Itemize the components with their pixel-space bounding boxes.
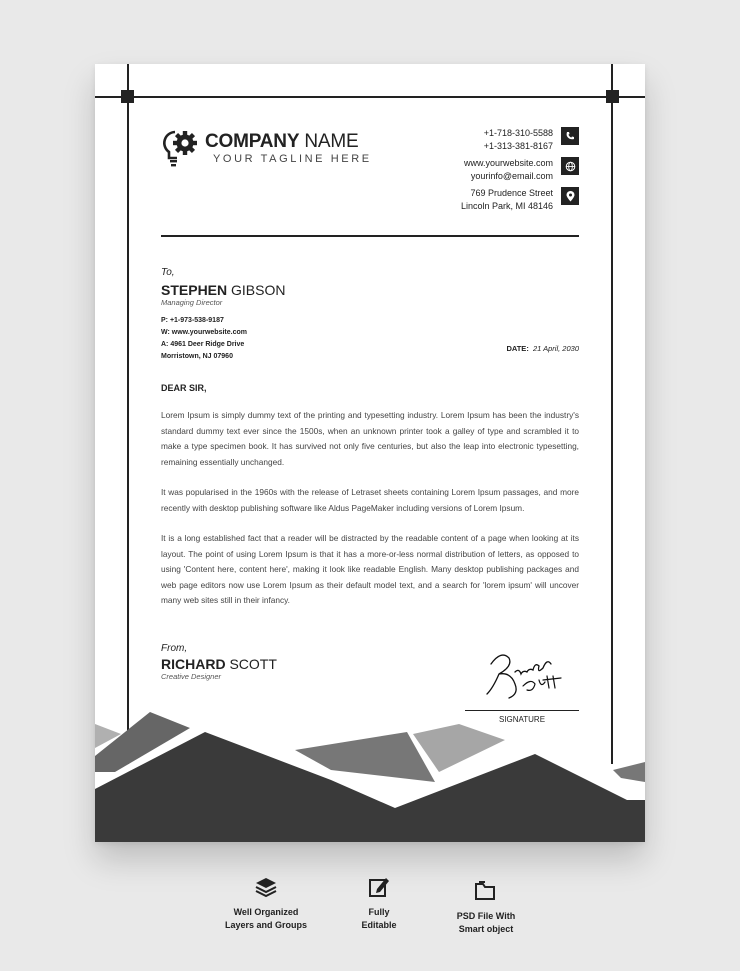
edit-icon	[367, 876, 391, 898]
feature-psd-line2: Smart object	[458, 924, 514, 934]
company-name: COMPANY NAME	[205, 131, 359, 152]
map-pin-icon	[561, 187, 579, 205]
frame-right-line	[611, 64, 613, 764]
frame-top-line	[95, 96, 645, 98]
header-divider	[161, 235, 579, 237]
globe-icon	[561, 157, 579, 175]
feature-editable	[344, 876, 414, 932]
recipient-details: P: +1-973-538-9187 W: www.yourwebsite.com A: 4961 Deer Ridge Drive Morristown, NJ 07960	[161, 317, 247, 360]
recipient-phone: +1-973-538-9187	[169, 317, 224, 324]
body-paragraph: It is a long established fact that a reader will be distracted by the readable content of a page when looking at its layout. The point of using Lorem Ipsum is that it has a more-or-less normal distribution of letters, as opposed to using 'Content here, content here', making it look like readable English. Many desktop publishing packages and web page editors now use Lorem Ipsum as their default model text, and a search for 'lorem ipsum' will uncover many web sites still in their infancy.	[161, 533, 579, 605]
lightbulb-gear-icon	[161, 128, 201, 168]
frame-corner-left	[121, 90, 134, 103]
frame-corner-right	[606, 90, 619, 103]
signature-line	[465, 710, 579, 711]
company-logo	[161, 128, 372, 168]
feature-layers-line1: Well Organized	[233, 907, 299, 917]
recipient-role: Managing Director	[161, 298, 223, 307]
frame-left-line	[127, 64, 129, 764]
handwritten-signature	[479, 648, 579, 703]
contact-phone-1: +1-718-310-5588	[483, 128, 553, 138]
contact-website: www.yourwebsite.com	[463, 158, 553, 168]
company-tagline: YOUR TAGLINE HERE	[213, 153, 372, 165]
to-label: To,	[161, 267, 175, 278]
recipient-address-1: 4961 Deer Ridge Drive	[170, 341, 245, 348]
signature-label: SIGNATURE	[498, 715, 546, 724]
sender-block	[161, 643, 277, 681]
feature-psd	[436, 880, 536, 936]
sender-role: Creative Designer	[161, 672, 222, 681]
from-label: From,	[161, 643, 188, 654]
body-paragraph: Lorem Ipsum is simply dummy text of the printing and typesetting industry. Lorem Ipsum has been the industry's standard dummy text ever since the 1500s, when an unknown printer took a galley of type and scrambled it to make a type specimen book. It has survived not only five centuries, but also the leap into electronic typesetting, remaining essentially unchanged.	[161, 410, 579, 467]
letter-date: DATE: 21 April, 2030	[506, 344, 579, 353]
feature-psd-line1: PSD File With	[456, 911, 516, 921]
layers-icon	[254, 876, 278, 898]
letter-body	[161, 408, 579, 624]
phone-icon	[561, 127, 579, 145]
contact-block	[379, 127, 579, 217]
recipient-block	[161, 267, 285, 363]
footer-mountains-graphic	[95, 712, 645, 842]
contact-phone-2: +1-313-381-8167	[483, 140, 553, 151]
body-paragraph: It was popularised in the 1960s with the release of Letraset sheets containing Lorem Ipsum passages, and more recently with desktop publishing software like Aldus PageMaker including versions of Lorem Ipsum.	[161, 487, 579, 513]
letterhead-page	[95, 64, 645, 842]
recipient-address-2: Morristown, NJ 07960	[161, 353, 233, 360]
contact-address-2: Lincoln Park, MI 48146	[460, 200, 553, 211]
recipient-web: www.yourwebsite.com	[171, 329, 247, 336]
feature-editable-line2: Editable	[361, 920, 397, 930]
recipient-name: STEPHEN GIBSON	[161, 282, 286, 298]
contact-email: yourinfo@email.com	[470, 170, 553, 181]
feature-layers-line2: Layers and Groups	[224, 920, 308, 930]
folder-icon	[474, 880, 498, 902]
feature-editable-line1: Fully	[368, 907, 390, 917]
sender-name: RICHARD SCOTT	[161, 656, 277, 672]
feature-layers	[208, 876, 324, 932]
salutation: DEAR SIR,	[161, 383, 207, 393]
contact-address-1: 769 Prudence Street	[470, 188, 553, 198]
